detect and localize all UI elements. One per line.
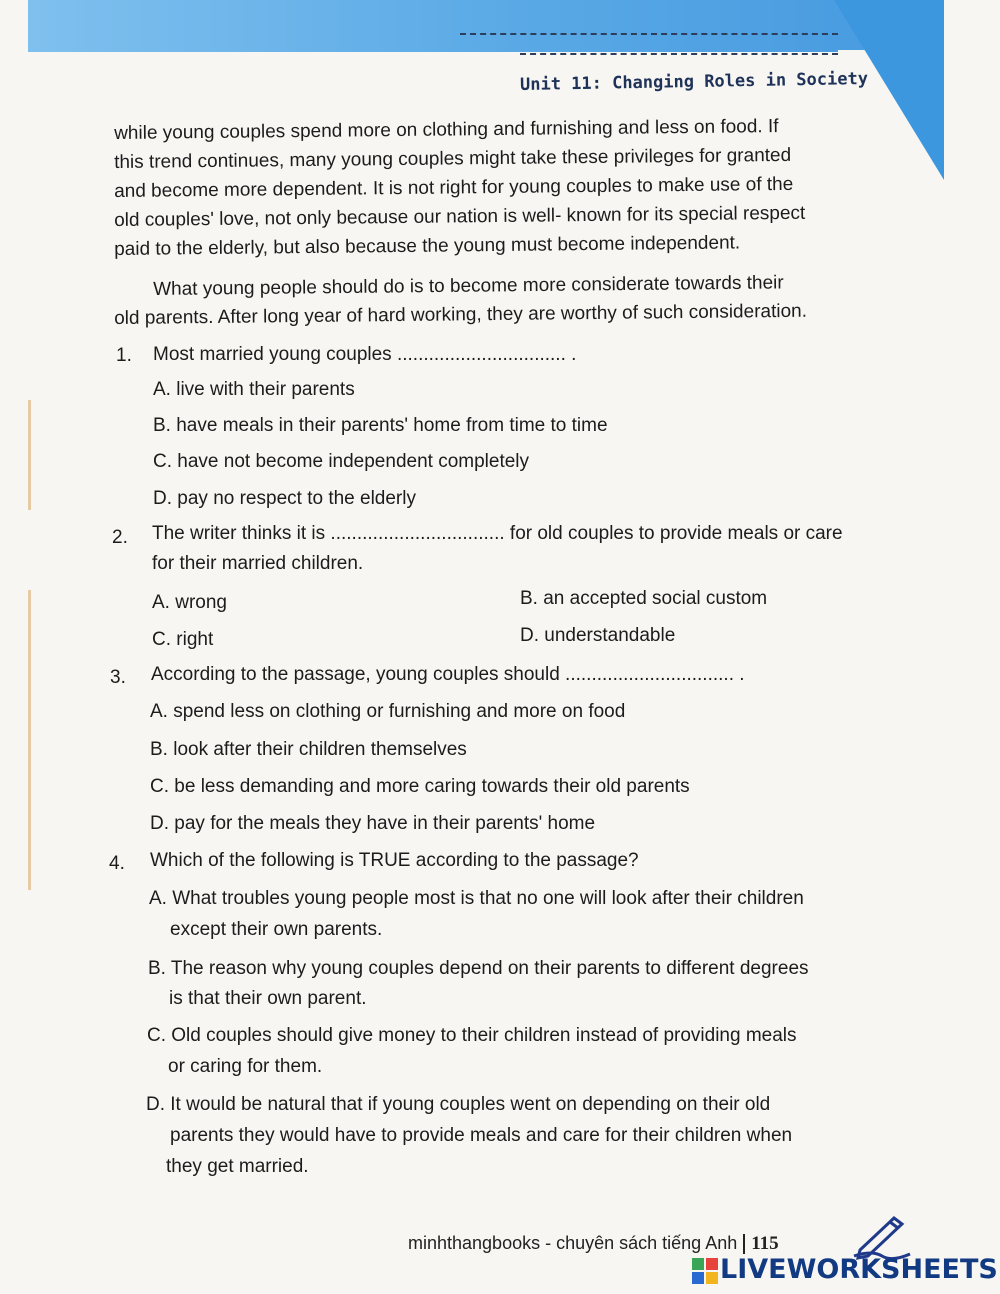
question-stem: Most married young couples ................................ .: [153, 344, 577, 365]
question-number: 1.: [116, 345, 132, 366]
question-number: 4.: [109, 853, 125, 874]
header-corner-triangle: [834, 0, 944, 180]
answer-option-continued[interactable]: parents they would have to provide meals and care for their children when: [170, 1125, 793, 1146]
answer-option[interactable]: A. wrong: [152, 592, 227, 613]
answer-option-continued[interactable]: or caring for them.: [168, 1056, 323, 1077]
page-number: 115: [751, 1233, 779, 1254]
answer-option[interactable]: B. have meals in their parents' home from time to time: [153, 415, 608, 436]
answer-option[interactable]: D. pay no respect to the elderly: [153, 488, 416, 509]
liveworksheets-watermark: LIVEWORKSHEETS: [720, 1254, 998, 1285]
answer-option[interactable]: C. have not become independent completely: [153, 451, 530, 472]
question-number: 2.: [112, 527, 128, 548]
question-number: 3.: [110, 667, 126, 688]
question-stem: According to the passage, young couples should ................................ .: [151, 664, 745, 685]
passage-line: What young people should do is to become more considerate towards their: [153, 272, 784, 300]
passage-line: and become more dependent. It is not right for young couples to make use of the: [114, 173, 794, 202]
answer-option[interactable]: A. spend less on clothing or furnishing and more on food: [150, 701, 626, 722]
header-band: [28, 0, 838, 52]
answer-option[interactable]: D. understandable: [520, 625, 676, 646]
answer-option[interactable]: B. look after their children themselves: [150, 739, 467, 760]
answer-option-continued[interactable]: they get married.: [166, 1156, 309, 1177]
answer-option[interactable]: D. It would be natural that if young couples went on depending on their old: [146, 1094, 771, 1115]
unit-title: Unit 11: Changing Roles in Society: [519, 68, 869, 96]
passage-line: paid to the elderly, but also because the young must become independent.: [114, 232, 741, 260]
answer-option-continued[interactable]: except their own parents.: [170, 919, 383, 940]
footer-separator: [743, 1234, 745, 1254]
question-stem: for their married children.: [152, 553, 364, 574]
answer-option[interactable]: B. an accepted social custom: [520, 588, 768, 609]
passage-line: while young couples spend more on clothing and furnishing and less on food. If: [114, 116, 779, 144]
page-edge-mark: [28, 400, 31, 510]
liveworksheets-logo-icon: [692, 1258, 718, 1284]
header-dashed-line: [460, 33, 838, 35]
pen-writing-icon: [852, 1210, 912, 1260]
answer-option-continued[interactable]: is that their own parent.: [169, 988, 367, 1009]
answer-option[interactable]: C. be less demanding and more caring towards their old parents: [150, 776, 690, 797]
answer-option[interactable]: D. pay for the meals they have in their parents' home: [150, 813, 596, 834]
question-stem: Which of the following is TRUE according to the passage?: [150, 850, 639, 871]
answer-option[interactable]: C. Old couples should give money to their children instead of providing meals: [147, 1025, 797, 1046]
answer-option[interactable]: B. The reason why young couples depend on their parents to different degrees: [148, 958, 809, 979]
passage-line: old parents. After long year of hard working, they are worthy of such consideration.: [114, 300, 808, 329]
answer-option[interactable]: C. right: [152, 629, 214, 650]
passage-line: this trend continues, many young couples might take these privileges for granted: [114, 144, 792, 173]
question-stem: The writer thinks it is ................................. for old couples to provide meals or care: [152, 523, 843, 544]
page-edge-mark: [28, 590, 31, 890]
header-dashed-line-lower: [520, 53, 838, 55]
publisher-name: minhthangbooks - chuyên sách tiếng Anh: [408, 1233, 738, 1253]
answer-option[interactable]: A. live with their parents: [153, 379, 355, 400]
page-footer: [408, 1233, 779, 1255]
answer-option[interactable]: A. What troubles young people most is that no one will look after their children: [149, 888, 804, 909]
passage-line: old couples' love, not only because our nation is well- known for its special respect: [114, 202, 806, 231]
